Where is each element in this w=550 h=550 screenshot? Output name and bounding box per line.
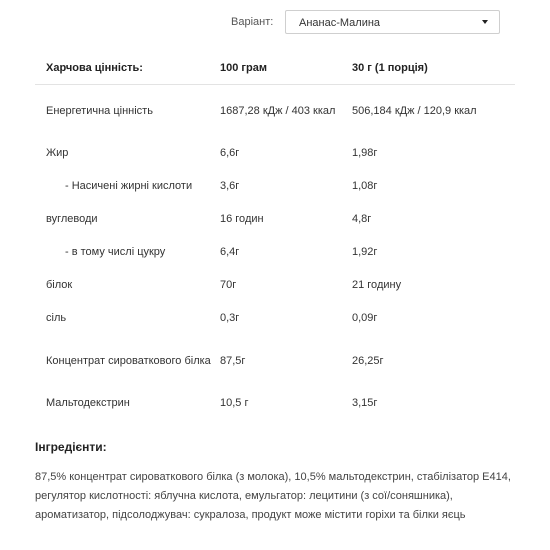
chevron-down-icon (482, 20, 488, 24)
value-per-100g: 0,3г (220, 312, 240, 324)
variant-selector-row (0, 10, 550, 36)
variant-selected-value: Ананас-Малина (299, 17, 381, 29)
nutrient-name: Концентрат сироваткового білка (46, 354, 211, 367)
value-per-100g: 6,4г (220, 246, 240, 258)
nutrient-name: Жир (46, 147, 69, 159)
value-per-100g: 87,5г (220, 354, 246, 367)
ingredients-text: 87,5% концентрат сироваткового білка (з молока), 10,5% мальтодекстрин, стабілізатор Е414, регулятор кислотності: яблучна кислота, емульгатор: лецитини (з сої/соняшника), ароматизатор, підсолоджувач: сукралоза, продукт може містити горіхи та білки яєць (35, 471, 511, 521)
value-per-100g: 70г (220, 279, 237, 291)
table-row (35, 236, 515, 269)
value-per-100g: 3,6г (220, 180, 240, 192)
table-row (35, 335, 515, 387)
nutrition-header-row (35, 52, 515, 85)
table-row (35, 203, 515, 236)
value-per-serving: 506,184 кДж / 120,9 ккал (352, 104, 477, 117)
ingredients-title: Інгредієнти: (35, 440, 107, 454)
value-per-100g: 10,5 г (220, 397, 249, 409)
column-header-nutrient: Харчова цінність: (46, 61, 143, 74)
value-per-serving: 26,25г (352, 354, 384, 367)
table-row (35, 269, 515, 302)
value-per-100g: 1687,28 кДж / 403 ккал (220, 104, 336, 117)
value-per-serving: 4,8г (352, 213, 372, 225)
nutrient-name: Енергетична цінність (46, 104, 153, 117)
column-header-per-100g: 100 грам (220, 61, 267, 74)
table-row (35, 387, 515, 420)
nutrient-name: - Насичені жирні кислоти (65, 180, 193, 192)
column-header-per-serving: 30 г (1 порція) (352, 61, 428, 74)
value-per-serving: 1,98г (352, 147, 378, 159)
nutrient-name: сіль (46, 312, 67, 324)
value-per-100g: 16 годин (220, 213, 264, 225)
nutrient-name: білок (46, 279, 73, 291)
table-row (35, 85, 515, 138)
nutrition-table (35, 52, 515, 420)
value-per-100g: 6,6г (220, 147, 240, 159)
value-per-serving: 1,08г (352, 180, 378, 192)
value-per-serving: 1,92г (352, 246, 378, 258)
value-per-serving: 0,09г (352, 312, 378, 324)
variant-dropdown[interactable] (285, 10, 500, 34)
nutrient-name: вуглеводи (46, 213, 98, 225)
value-per-serving: 3,15г (352, 397, 378, 409)
table-row (35, 302, 515, 335)
nutrient-name: Мальтодекстрин (46, 397, 130, 409)
table-row (35, 170, 515, 203)
nutrient-name: - в тому числі цукру (65, 246, 166, 258)
table-row (35, 137, 515, 170)
value-per-serving: 21 годину (352, 279, 402, 291)
variant-label: Варіант: (231, 16, 274, 28)
ingredients-section (35, 440, 515, 525)
